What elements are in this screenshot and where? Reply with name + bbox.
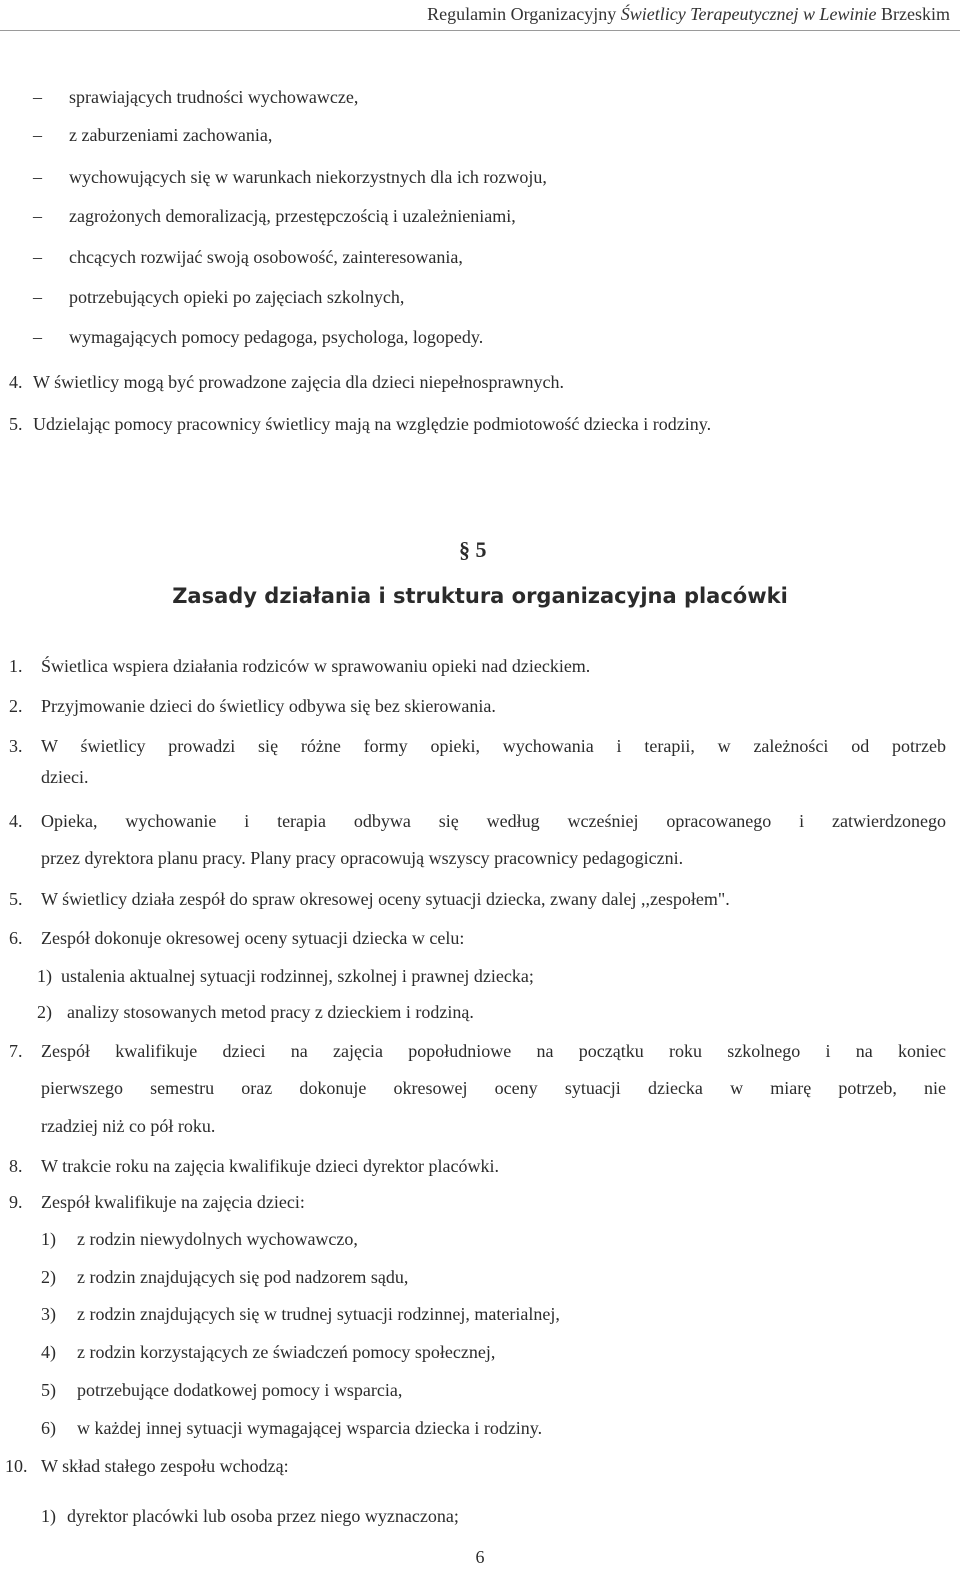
sub-list-item-text: z rodzin niewydolnych wychowawczo, — [77, 1229, 358, 1249]
list-number: 2. — [9, 696, 23, 716]
sub-list-number: 2) — [41, 1267, 56, 1287]
header-text-italic: Świetlicy Terapeutycznej w Lewinie — [620, 4, 877, 24]
list-item-text: Zespół kwalifikuje dzieci na zajęcia popołudniowe na początku roku szkolnego i na koniec — [41, 1041, 946, 1061]
sub-list-number: 1) — [41, 1506, 56, 1526]
list-number: 4. — [9, 372, 23, 392]
list-item-text: Zespół kwalifikuje na zajęcia dzieci: — [41, 1192, 305, 1212]
sub-list-item-text: ustalenia aktualnej sytuacji rodzinnej, szkolnej i prawnej dziecka; — [61, 966, 534, 986]
sub-list-number: 2) — [37, 1002, 52, 1022]
dash-item: zagrożonych demoralizacją, przestępczością i uzależnieniami, — [69, 206, 516, 226]
page-number: 6 — [475, 1547, 485, 1567]
running-header — [427, 4, 950, 25]
header-text-end: Brzeskim — [876, 4, 950, 24]
list-item-text: Zespół dokonuje okresowej oceny sytuacji dziecka w celu: — [41, 928, 465, 948]
list-number: 5. — [9, 414, 23, 434]
dash-bullet: – — [33, 327, 42, 347]
sub-list-number: 4) — [41, 1342, 56, 1362]
list-number: 5. — [9, 889, 23, 909]
dash-item: potrzebujących opieki po zajęciach szkolnych, — [69, 287, 405, 307]
section-title: Zasady działania i struktura organizacyjna placówki — [172, 584, 788, 608]
list-item-text: Przyjmowanie dzieci do świetlicy odbywa się bez skierowania. — [41, 696, 496, 716]
list-item-text: pierwszego semestru oraz dokonuje okresowej oceny sytuacji dziecka w miarę potrzeb, nie — [41, 1078, 946, 1098]
list-number: 3. — [9, 736, 23, 756]
dash-bullet: – — [33, 125, 42, 145]
sub-list-number: 1) — [41, 1229, 56, 1249]
sub-list-item-text: potrzebujące dodatkowej pomocy i wsparcia, — [77, 1380, 403, 1400]
dash-item: sprawiających trudności wychowawcze, — [69, 87, 359, 107]
dash-bullet: – — [33, 206, 42, 226]
list-number: 10. — [5, 1456, 28, 1476]
dash-bullet: – — [33, 247, 42, 267]
dash-item: wymagających pomocy pedagoga, psychologa, logopedy. — [69, 327, 484, 347]
list-item-text: rzadziej niż co pół roku. — [41, 1116, 216, 1136]
sub-list-item-text: z rodzin znajdujących się w trudnej sytuacji rodzinnej, materialnej, — [77, 1304, 560, 1324]
list-item-text: Świetlica wspiera działania rodziców w sprawowaniu opieki nad dzieckiem. — [41, 656, 591, 676]
list-item-text: Opieka, wychowanie i terapia odbywa się według wcześniej opracowanego i zatwierdzonego — [41, 811, 946, 831]
sub-list-item-text: analizy stosowanych metod pracy z dzieckiem i rodziną. — [67, 1002, 474, 1022]
dash-item: chcących rozwijać swoją osobowość, zainteresowania, — [69, 247, 463, 267]
dash-bullet: – — [33, 167, 42, 187]
section-symbol: § 5 — [459, 537, 487, 562]
header-text-regular: Regulamin Organizacyjny — [427, 4, 621, 24]
list-item-text: W skład stałego zespołu wchodzą: — [41, 1456, 289, 1476]
header-rule — [0, 30, 960, 31]
sub-list-item-text: z rodzin znajdujących się pod nadzorem sądu, — [77, 1267, 409, 1287]
list-number: 4. — [9, 811, 23, 831]
list-number: 9. — [9, 1192, 23, 1212]
list-number: 7. — [9, 1041, 23, 1061]
sub-list-number: 1) — [37, 966, 52, 986]
list-number: 8. — [9, 1156, 23, 1176]
list-item-text: przez dyrektora planu pracy. Plany pracy opracowują wszyscy pracownicy pedagogiczni. — [41, 848, 684, 868]
dash-item: wychowujących się w warunkach niekorzystnych dla ich rozwoju, — [69, 167, 547, 187]
list-item-text: Udzielając pomocy pracownicy świetlicy mają na względzie podmiotowość dziecka i rodziny. — [33, 414, 712, 434]
sub-list-number: 6) — [41, 1418, 56, 1438]
sub-list-item-text: z rodzin korzystających ze świadczeń pomocy społecznej, — [77, 1342, 496, 1362]
list-item-text: dzieci. — [41, 767, 89, 787]
list-item-text: W trakcie roku na zajęcia kwalifikuje dzieci dyrektor placówki. — [41, 1156, 499, 1176]
sub-list-number: 3) — [41, 1304, 56, 1324]
dash-bullet: – — [33, 287, 42, 307]
list-item-text: W świetlicy działa zespół do spraw okresowej oceny sytuacji dziecka, zwany dalej ,,zespołem". — [41, 889, 730, 909]
sub-list-number: 5) — [41, 1380, 56, 1400]
list-item-text: W świetlicy prowadzi się różne formy opieki, wychowania i terapii, w zależności od potrzeb — [41, 736, 946, 756]
dash-item: z zaburzeniami zachowania, — [69, 125, 273, 145]
list-item-text: W świetlicy mogą być prowadzone zajęcia dla dzieci niepełnosprawnych. — [33, 372, 564, 392]
list-number: 6. — [9, 928, 23, 948]
sub-list-item-text: dyrektor placówki lub osoba przez niego wyznaczona; — [67, 1506, 459, 1526]
dash-bullet: – — [33, 87, 42, 107]
sub-list-item-text: w każdej innej sytuacji wymagającej wsparcia dziecka i rodziny. — [77, 1418, 543, 1438]
list-number: 1. — [9, 656, 23, 676]
